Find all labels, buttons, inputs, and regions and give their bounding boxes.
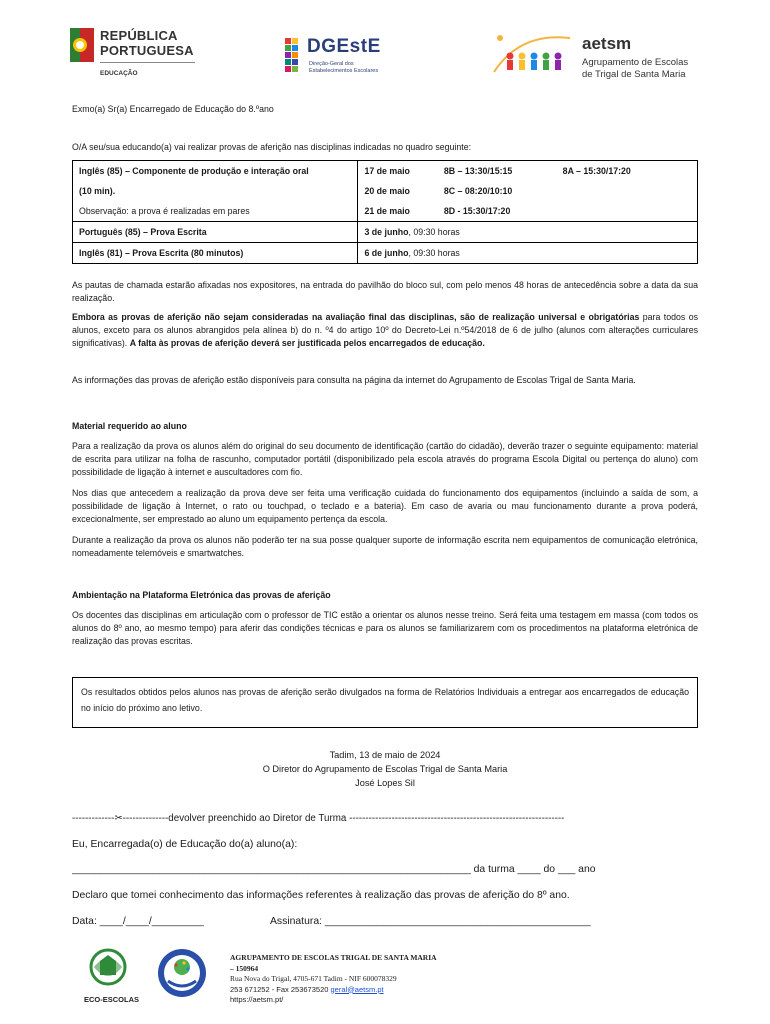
slot-extra: 8A – 15:30/17:20 bbox=[562, 166, 631, 176]
port-date-rest: , 09:30 horas bbox=[408, 227, 460, 237]
ing85-title-text: Inglês (85) – Componente de produção e interação oral bbox=[79, 166, 309, 176]
letterhead bbox=[0, 14, 770, 80]
empty-cell bbox=[557, 201, 698, 222]
aetsm-logo bbox=[490, 26, 690, 86]
ing81-date-bold: 6 de junho bbox=[364, 248, 409, 258]
director-role: O Diretor do Agrupamento de Escolas Trigal de Santa Maria bbox=[262, 764, 508, 774]
ing81-title bbox=[73, 243, 358, 264]
date-1: 17 de maio bbox=[364, 166, 410, 176]
children-figures-icon bbox=[490, 30, 578, 80]
slot-cell bbox=[438, 201, 557, 222]
ing81-date-rest: , 09:30 horas bbox=[408, 248, 460, 258]
rep-title-line2: PORTUGUESA bbox=[100, 43, 194, 58]
material-paragraph-3: Durante a realização da prova os alunos não poderão ter na sua posse qualquer suporte de informação escrita nem equipamentos de comunicação eletrónica, nomeadamente telemóveis e smartwatches. bbox=[72, 535, 698, 559]
dgeste-sub1: Direção-Geral dos bbox=[309, 61, 354, 67]
ambientacao-heading: Ambientação na Plataforma Eletrónica das provas de aferição bbox=[72, 590, 331, 600]
date-3: 21 de maio bbox=[364, 206, 410, 216]
port-date-bold: 3 de junho bbox=[364, 227, 409, 237]
footer-school: AGRUPAMENTO DE ESCOLAS TRIGAL DE SANTA MARIA bbox=[230, 953, 437, 962]
ambientacao-paragraph: Os docentes das disciplinas em articulação com o professor de TIC estão a orientar os alunos nesse treino. Será feita uma testagem em massa (com todos os alunos do 8º ano, ao mesmo tempo) para aferir das condições técnicas e para os alunos se familiarizarem com os procedimentos na plataforma eletrónica de realização das provas escritas. bbox=[72, 610, 698, 647]
greeting: Exmo(a) Sr(a) Encarregado de Educação do 8.ºano bbox=[72, 104, 274, 114]
date-cell bbox=[358, 161, 438, 182]
place-date: Tadim, 13 de maio de 2024 bbox=[329, 750, 441, 760]
material-paragraph-2: Nos dias que antecedem a realização da prova deve ser feita uma verificação cuidada do funcionamento dos equipamentos (incluindo a saída de som, a possibilidade de ligação à Internet, o rato ou touchpad, o teclado e a bateria). Em caso de avaria ou mau funcionamento durante a prova poderá, excecionalmente, ser emprestado ao aluno um equipamento pertença da escola. bbox=[72, 488, 698, 525]
footer-url[interactable]: https://aetsm.pt/ bbox=[230, 995, 284, 1004]
ing85-min bbox=[73, 181, 358, 201]
footer-email-link[interactable]: geral@aetsm.pt bbox=[330, 984, 384, 994]
results-notice-box: Os resultados obtidos pelos alunos nas provas de aferição serão divulgados na forma de Relatórios Individuais a entregar aos encarregados de educação no início do próximo ano letivo. bbox=[72, 677, 698, 728]
eco-escolas-label: ECO-ESCOLAS bbox=[84, 995, 140, 1004]
dgeste-grid-icon bbox=[285, 38, 305, 74]
aetsm-title: aetsm bbox=[582, 34, 632, 53]
footer-code: – 150964 bbox=[230, 963, 259, 973]
intro-text: O/A seu/sua educando(a) vai realizar provas de aferição nas disciplinas indicadas no quadro seguinte: bbox=[72, 142, 472, 152]
table-row bbox=[73, 161, 698, 182]
slot-extra-cell bbox=[557, 161, 698, 182]
footer-contacts bbox=[230, 985, 437, 996]
seal-icon bbox=[158, 949, 206, 997]
eco-escolas-logo-icon bbox=[91, 950, 125, 984]
material-paragraph-1: Para a realização da prova os alunos além do original do seu documento de identificação (cartão do cidadão), deverão trazer o seguinte equipamento: material de escrita para utilizar na folha de rascunho, computador portátil (disponibilizado pela escola através do programa Escola Digital ou pertença do aluno) com possibilidade de ligação à internet e auscultadores com fio. bbox=[72, 441, 698, 478]
republica-portuguesa-logo bbox=[70, 26, 200, 82]
portugal-emblem-icon bbox=[70, 28, 94, 62]
director-name: José Lopes Sil bbox=[355, 778, 415, 788]
footer-address bbox=[230, 953, 437, 1006]
form-guardian-line: Eu, Encarregada(o) de Educação do(a) aluno(a): bbox=[72, 839, 298, 850]
port-title-text: Português (85) – Prova Escrita bbox=[79, 227, 207, 237]
cut-line: -------------✂--------------devolver preenchido ao Diretor de Turma ------------------------------------------------------------------ bbox=[72, 813, 565, 824]
port-date bbox=[358, 222, 698, 243]
form-date-field[interactable]: Data: ____/____/_________ bbox=[72, 916, 204, 927]
divider bbox=[100, 62, 195, 63]
table-row bbox=[73, 201, 698, 222]
slot-1: 8B – 13:30/15:15 bbox=[443, 166, 513, 176]
rep-title-line1: REPÚBLICA bbox=[100, 28, 178, 43]
ing85-obs-text: Observação: a prova é realizadas em pares bbox=[79, 206, 250, 216]
empty-cell bbox=[557, 181, 698, 201]
slot-2: 8C – 08:20/10:10 bbox=[443, 186, 513, 196]
date-2: 20 de maio bbox=[364, 186, 410, 196]
rep-ministry: EDUCAÇÃO bbox=[100, 70, 138, 77]
aetsm-subtitle bbox=[582, 57, 688, 81]
info-paragraph: As informações das provas de aferição estão disponíveis para consulta na página da internet do Agrupamento de Escolas Trigal de Santa Maria. bbox=[72, 375, 636, 385]
embora-bold: Embora as provas de aferição não sejam consideradas na avaliação final das disciplinas, são de realização universal e obrigatórias bbox=[72, 312, 640, 322]
table-row bbox=[73, 222, 698, 243]
footer-logos bbox=[80, 945, 220, 1010]
schedule-table bbox=[72, 160, 698, 264]
slot-cell bbox=[438, 161, 557, 182]
dgeste-sub2: Estabelecimentos Escolares bbox=[309, 68, 379, 74]
table-row bbox=[73, 181, 698, 201]
ing81-title-text: Inglês (81) – Prova Escrita (80 minutos) bbox=[79, 248, 244, 258]
dgeste-logo bbox=[285, 34, 415, 84]
slot-cell bbox=[438, 181, 557, 201]
dgeste-title: DGEstE bbox=[307, 36, 381, 57]
ing85-obs bbox=[73, 201, 358, 222]
date-cell bbox=[358, 201, 438, 222]
embora-mid: para todos os alunos, exceto para os alunos abrangidos pela alínea b) do n. º4 do artigo 10º do Decreto-Lei n.º54/2018 de 6 de julho (alunos com alterações curriculares significativas). bbox=[72, 312, 698, 349]
material-heading: Material requerido ao aluno bbox=[72, 421, 187, 431]
embora-paragraph bbox=[72, 311, 698, 351]
footer-phone: 253 671252 - Fax 253673520 bbox=[230, 984, 329, 994]
table-row bbox=[73, 243, 698, 264]
dgeste-subtitle bbox=[309, 61, 378, 75]
ing85-title bbox=[73, 161, 358, 182]
form-declaration: Declaro que tomei conhecimento das informações referentes à realização das provas de aferição do 8º ano. bbox=[72, 890, 570, 901]
date-cell bbox=[358, 181, 438, 201]
embora-bold2: A falta às provas de aferição deverá ser justificada pelos encarregados de educação. bbox=[129, 338, 485, 349]
form-student-line[interactable]: _____________________________________________________________________ da turma ____ do ___ ano bbox=[72, 864, 596, 875]
footer-street: Rua Nova do Trigal, 4705-671 Tadim - NIF 600078329 bbox=[230, 974, 397, 983]
aetsm-sub2: de Trigal de Santa Maria bbox=[582, 69, 686, 80]
pautas-paragraph: As pautas de chamada estarão afixadas nos expositores, na entrada do pavilhão do bloco sul, com pelo menos 48 horas de antecedência sobre a data da sua realização. bbox=[72, 280, 698, 304]
ing81-date bbox=[358, 243, 698, 264]
port-title bbox=[73, 222, 358, 243]
aetsm-sub1: Agrupamento de Escolas bbox=[582, 57, 689, 68]
slot-3: 8D - 15:30/17:20 bbox=[443, 206, 511, 216]
form-signature-field[interactable]: Assinatura: ______________________________________________ bbox=[270, 916, 591, 927]
ing85-min-text: (10 min). bbox=[79, 186, 116, 196]
